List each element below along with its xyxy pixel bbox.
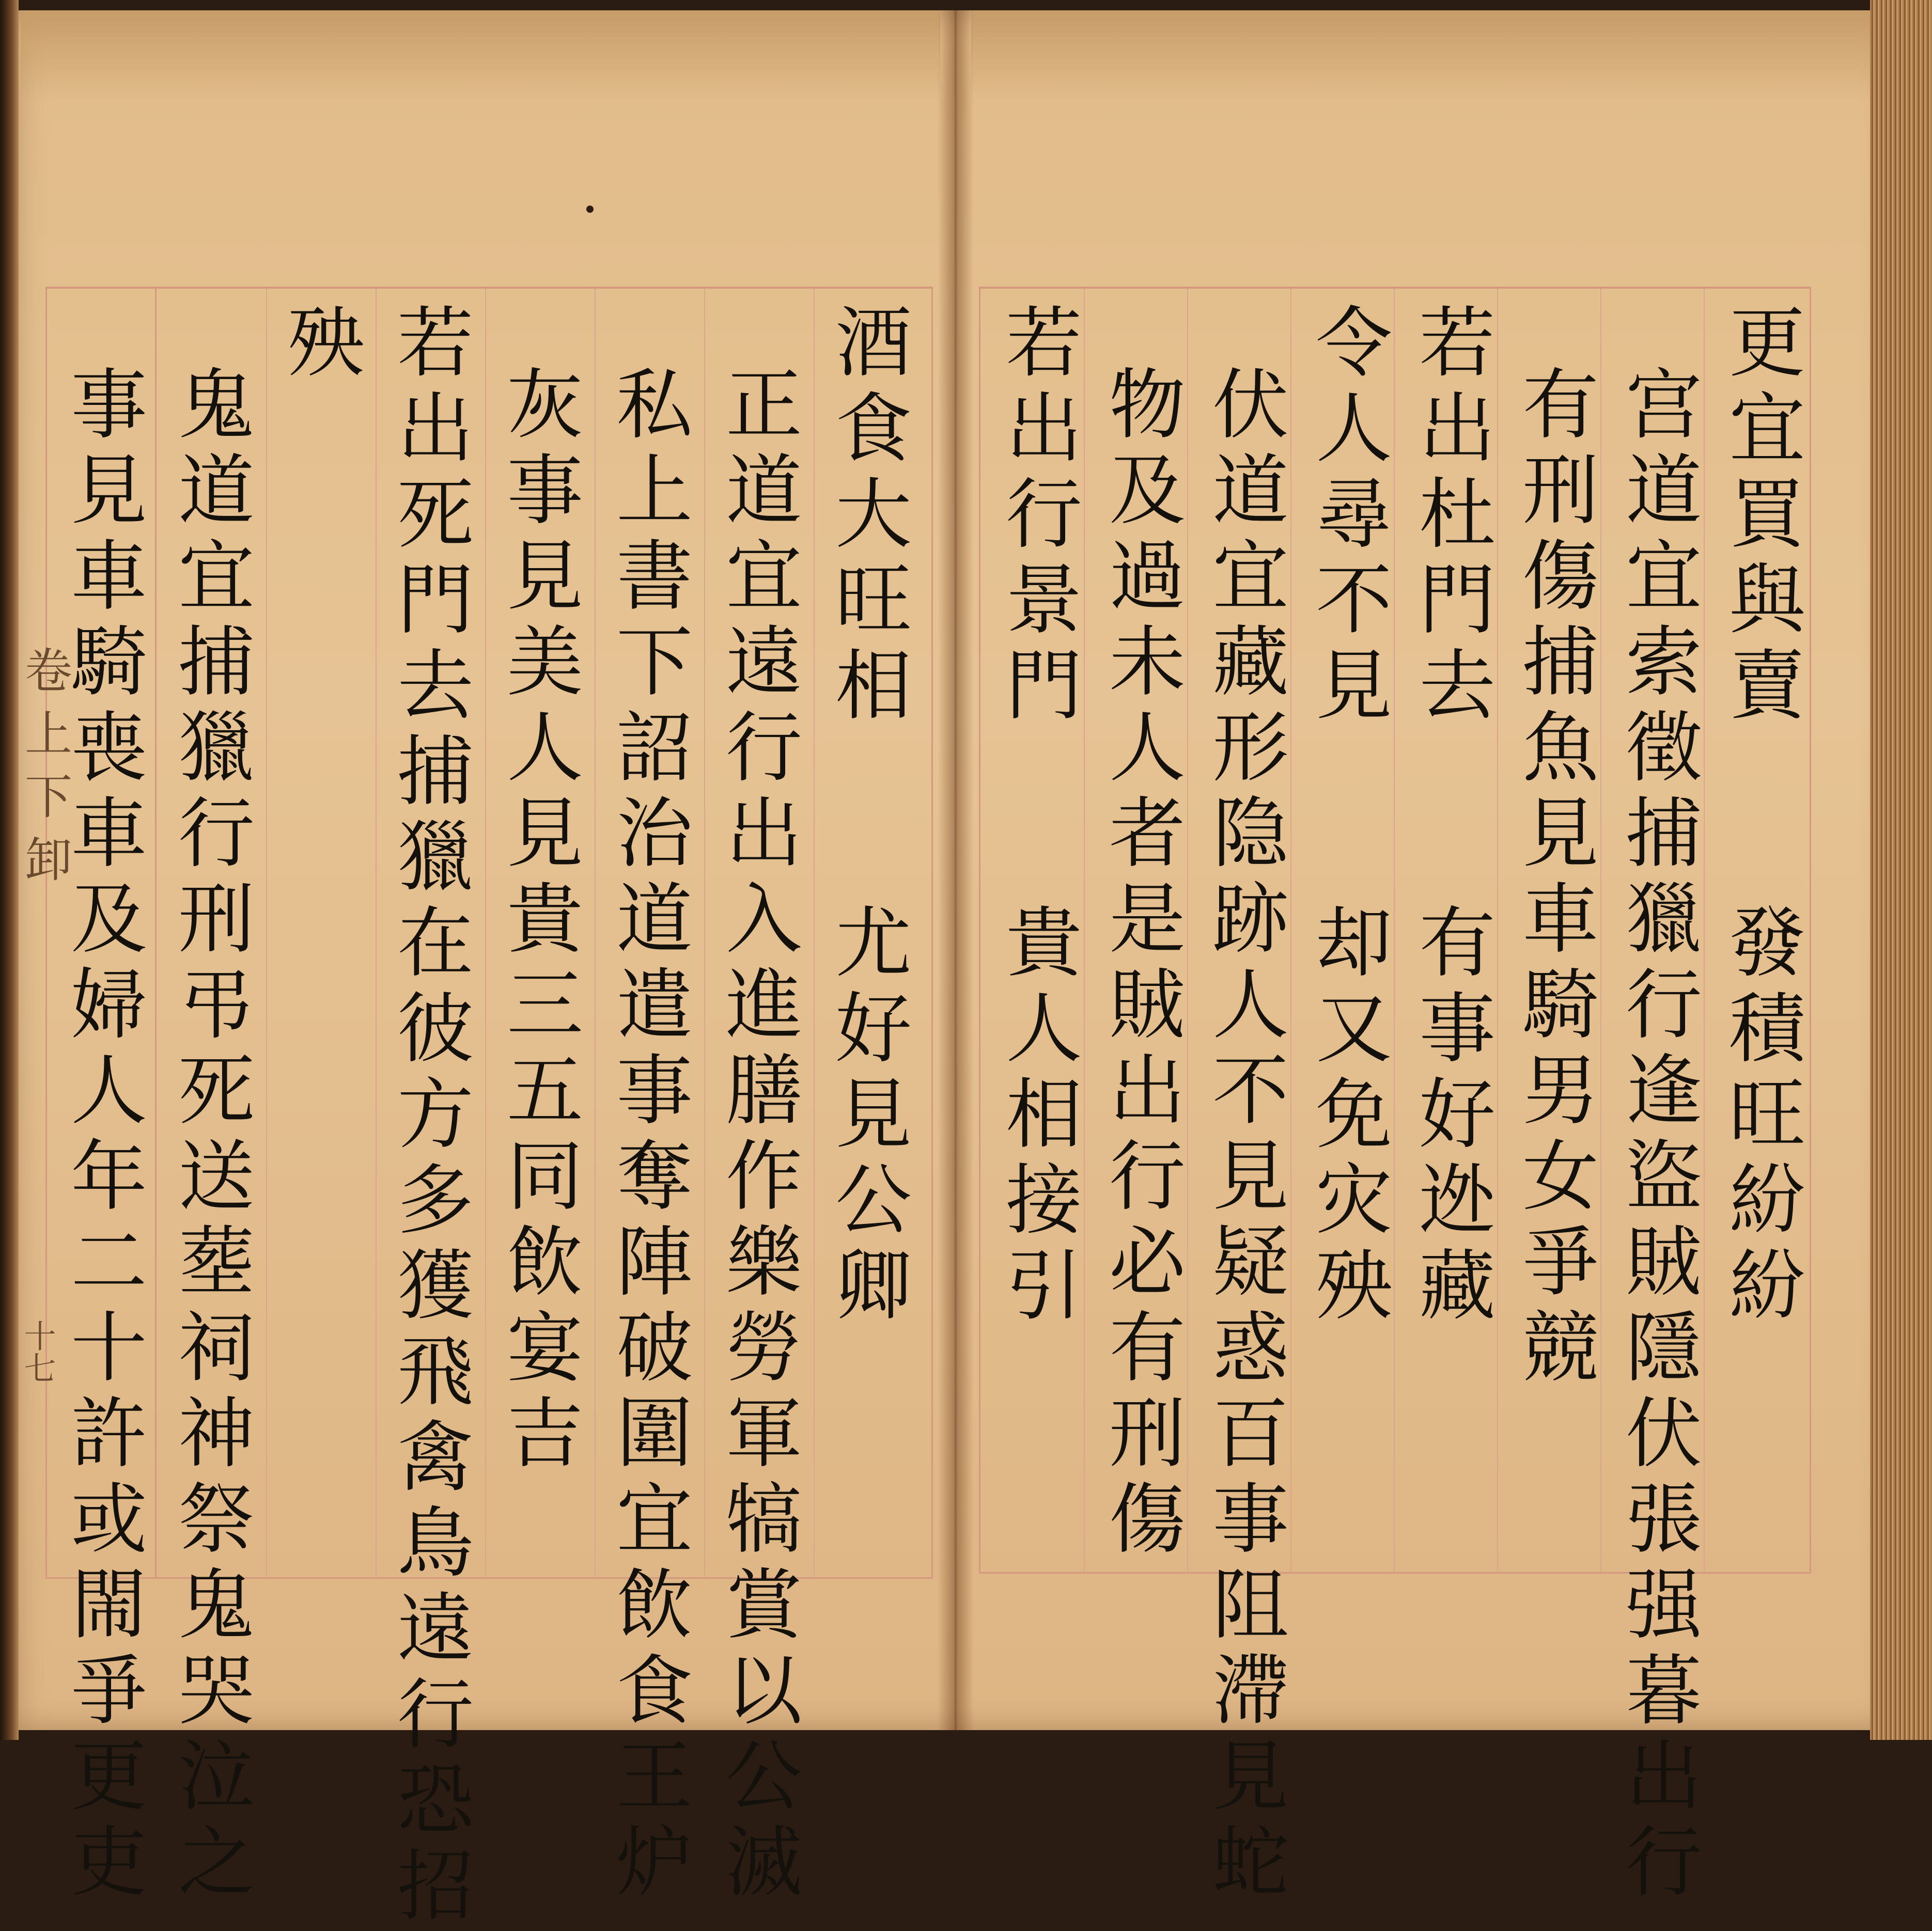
left-col-8: 事見車騎喪車及婦人年二十許或閙爭更吏 [58, 364, 147, 1907]
left-col-3: 私上書下詔治道遣事奪陣破圍宜飲食王炉 [604, 364, 693, 1907]
right-col-6: 伏道宜藏形隐跡人不見疑惑百事阻滯見蛇 [1200, 364, 1289, 1907]
left-col-4: 灰事見美人見貴三五同飲宴吉 [494, 364, 583, 1479]
chapter-margin-label: 卷上下卸 [17, 646, 72, 898]
left-page-top-shade [21, 10, 940, 103]
right-col-5: 令人尋不見 却又免灾殃 [1303, 302, 1392, 1331]
folio-number: 十七 [19, 1320, 56, 1384]
right-col-4: 若出杜門去 有事好迯藏 [1407, 302, 1495, 1331]
left-col-7: 鬼道宜捕獵行刑弔死送塟祠神祭鬼哭泣之 [166, 364, 255, 1907]
right-col-7: 物及過未人者是賊出行必有刑傷 [1097, 364, 1186, 1564]
book-gutter [938, 10, 974, 1730]
right-col-8: 若出行景門 貴人相接引 [993, 302, 1082, 1331]
left-col-2: 正道宜遠行出入進膳作樂勞軍犒賞以公滅 [713, 364, 802, 1907]
left-col-6: 殃 [275, 302, 364, 388]
book-fore-edge [1870, 0, 1932, 1740]
ink-speck [586, 206, 594, 213]
left-col-5: 若出死門去捕獵在彼方多獲飛禽鳥遠行恐招 [385, 302, 474, 1931]
right-page-top-shade [971, 10, 1870, 103]
right-col-2: 宫道宜索徵捕獵行逢盜賊隱伏張强暮出行 [1613, 364, 1702, 1907]
right-col-1: 更宜買與賣 發積旺紛紛 [1717, 302, 1805, 1331]
left-col-1: 酒食大旺相 尤好見公卿 [823, 302, 912, 1331]
right-col-3: 有刑傷捕魚見車騎男女爭競 [1510, 364, 1599, 1393]
